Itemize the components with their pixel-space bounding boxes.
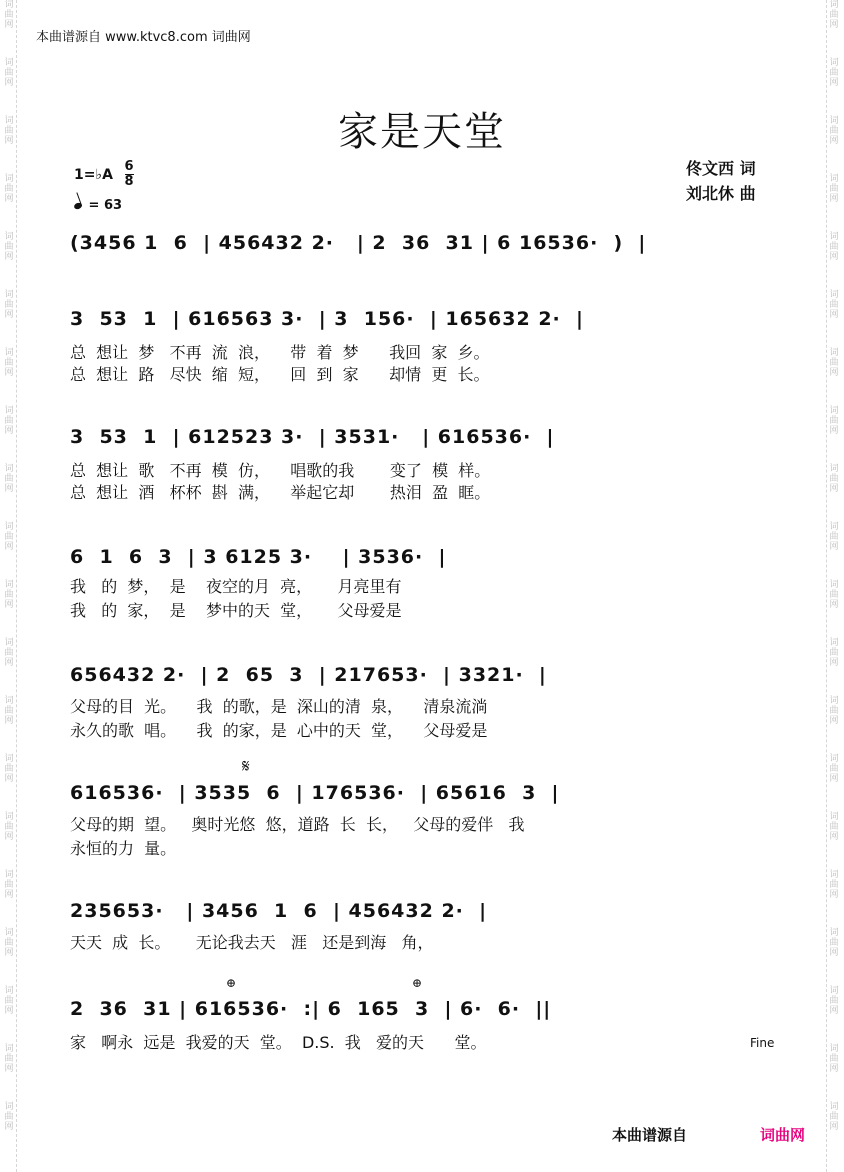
lyric-verse-1: 天天 成 长。 无论我去天 涯 还是到海 角， [70,933,434,952]
time-signature [125,160,134,189]
watermark-text: 词曲网 [829,812,839,842]
watermark-text: 词曲网 [4,870,14,900]
tempo-marking [74,198,122,213]
watermark-text: 词曲网 [829,928,839,958]
quarter-note-icon [73,202,83,210]
watermark-text: 词曲网 [829,1044,839,1074]
lyric-verse-2: 总 想让 路 尽快 缩 短， 回 到 家 却情 更 长。 [70,365,490,384]
watermark-text: 词曲网 [829,696,839,726]
watermark-text: 词曲网 [829,348,839,378]
watermark-text: 词曲网 [4,812,14,842]
notation-line: (3456 1 6 | 456432 2· | 2 36 31 | 6 16536· ) | [70,232,647,254]
notation-line: 2 36 31 | 616536· :| 6 165 3 | 6· 6· || [70,998,552,1020]
watermark-text: 词曲网 [829,638,839,668]
watermark-text: 词曲网 [829,986,839,1016]
lyric-verse-1: 总 想让 梦 不再 流 浪， 带 着 梦 我回 家 乡。 [70,343,490,362]
watermark-text: 词曲网 [829,290,839,320]
watermark-text: 词曲网 [829,464,839,494]
notation-line: 235653· | 3456 1 6 | 456432 2· | [70,900,488,922]
fine-marking: Fine [750,1036,775,1050]
lyric-verse-1: 父母的期 望。 奥时光悠 悠，道路 长 长， 父母的爱伴 我 [70,815,525,834]
lyric-verse-2: 总 想让 酒 杯杯 斟 满， 举起它却 热泪 盈 眶。 [70,483,491,502]
lyric-verse-1: 我 的 梦， 是 夜空的月 亮， 月亮里有 [70,577,402,596]
lyric-verse-1: 家 啊永 远是 我爱的天 堂。 D.S. 我 爱的天 堂。 [70,1033,487,1052]
watermark-text: 词曲网 [4,1044,14,1074]
watermark-text: 词曲网 [4,348,14,378]
key-signature-block [74,160,134,189]
watermark-text: 词曲网 [4,1102,14,1132]
watermark-text: 词曲网 [829,1102,839,1132]
watermark-text: 词曲网 [4,928,14,958]
watermark-text: 词曲网 [4,58,14,88]
watermark-text: 词曲网 [829,0,839,30]
lyric-verse-2: 我 的 家， 是 梦中的天 堂， 父母爱是 [70,601,402,620]
notation-line: 3 53 1 | 616563 3· | 3 156· | 165632 2· | [70,308,584,330]
watermark-text: 词曲网 [829,232,839,262]
coda-sign: ⊕ [226,976,237,990]
footer-source-label: 本曲谱源自 [612,1126,688,1144]
watermark-text: 词曲网 [829,522,839,552]
watermark-text: 词曲网 [829,406,839,436]
watermark-text: 词曲网 [4,116,14,146]
source-line: 本曲谱源自 www.ktvc8.com 词曲网 [36,30,251,45]
notation-line: 616536· | 3535 6 | 176536· | 65616 3 | [70,782,560,804]
lyric-verse-1: 总 想让 歌 不再 模 仿， 唱歌的我 变了 模 样。 [70,461,491,480]
coda-sign: ⊕ [412,976,423,990]
lyric-verse-2: 永恒的力 量。 [70,839,177,858]
watermark-text: 词曲网 [4,174,14,204]
watermark-text: 词曲网 [4,754,14,784]
footer-brand: 词曲网 [760,1126,806,1144]
notation-line: 656432 2· | 2 65 3 | 217653· | 3321· | [70,664,547,686]
song-title: 家是天堂 [338,109,506,155]
watermark-text: 词曲网 [4,232,14,262]
watermark-text: 词曲网 [4,406,14,436]
watermark-text: 词曲网 [4,464,14,494]
composer: 刘北休 曲 [686,184,756,203]
notation-line: 3 53 1 | 612523 3· | 3531· | 616536· | [70,426,555,448]
watermark-text: 词曲网 [4,522,14,552]
key-signature: 1=♭A [74,167,113,183]
lyric-verse-2: 永久的歌 唱。 我 的家，是 心中的天 堂， 父母爱是 [70,721,488,740]
time-signature-bottom: 8 [124,174,134,189]
left-watermark-strip [2,0,17,1172]
lyric-verse-1: 父母的目 光。 我 的歌，是 深山的清 泉， 清泉流淌 [70,697,488,716]
watermark-text: 词曲网 [829,116,839,146]
watermark-text: 词曲网 [829,754,839,784]
watermark-text: 词曲网 [829,870,839,900]
watermark-text: 词曲网 [829,58,839,88]
tempo-value: = 63 [88,198,123,213]
segno-sign: 𝄋 [242,756,250,777]
watermark-text: 词曲网 [4,290,14,320]
watermark-text: 词曲网 [829,580,839,610]
right-watermark-strip [826,0,841,1172]
time-signature-top: 6 [124,159,134,174]
watermark-text: 词曲网 [4,638,14,668]
watermark-text: 词曲网 [4,0,14,30]
watermark-text: 词曲网 [4,986,14,1016]
notation-line: 6 1 6 3 | 3 6125 3· | 3536· | [70,546,447,568]
watermark-text: 词曲网 [4,580,14,610]
lyricist: 佟文西 词 [686,159,756,178]
watermark-text: 词曲网 [4,696,14,726]
watermark-text: 词曲网 [829,174,839,204]
credits [686,156,756,206]
